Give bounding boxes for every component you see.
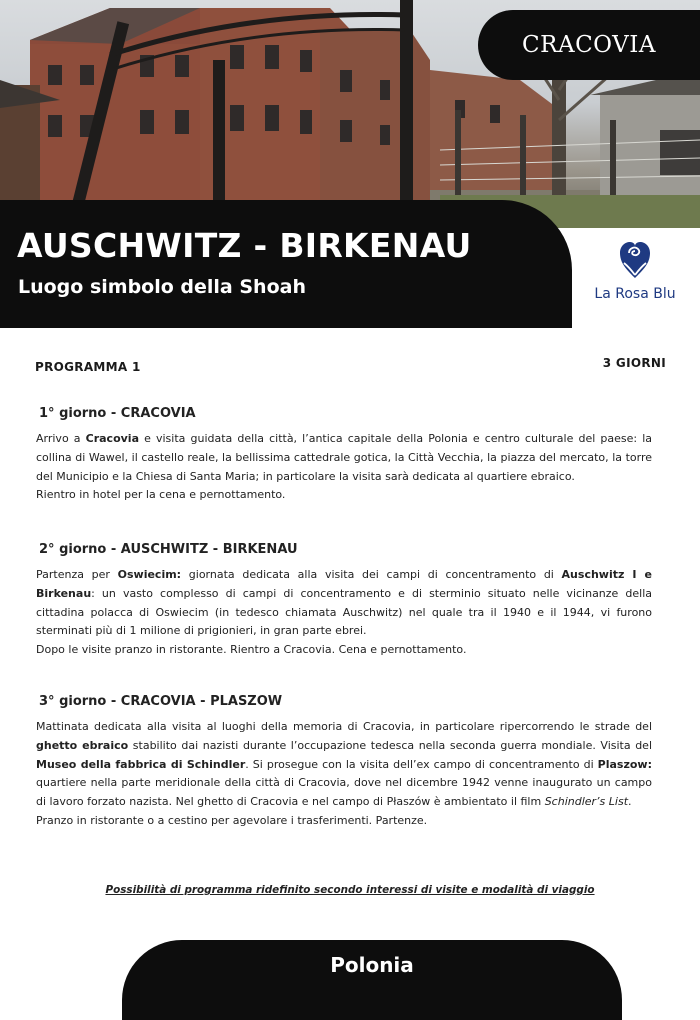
day-title: 3° giorno - CRACOVIA - PLASZOW — [39, 694, 283, 709]
bold-text: Cracovia — [85, 432, 139, 445]
day-description: Mattinata dedicata alla visita al luoghi della memoria di Cracovia, in particolare ripercorrendo le strade del ghetto ebraico stabilito dai nazisti durante l’occupazione tedesca nella seconda guerra mondiale. Visita del Museo della fabbrica di Schindler. Si prosegue con la visita dell’ex campo di concentramento di Plaszow: quartiere nella parte meridionale della città di Cracovia, dove nel dicembre 1942 venne inaugurato un campo di lavoro forzato nazista. Nel ghetto di Cracovia e nel campo di Płaszów è ambientato il film Schindler’s List. — [36, 720, 653, 809]
day-title: 1° giorno - CRACOVIA — [39, 406, 196, 421]
bold-text: Museo della fabbrica di Schindler — [36, 757, 246, 771]
day-description: Dopo le visite pranzo in ristorante. Rientro a Cracovia. Cena e pernottamento. — [36, 643, 467, 657]
bold-text: ghetto ebraico — [36, 738, 129, 752]
italic-text: Schindler’s List — [544, 795, 629, 809]
day-description: Arrivo a Cracovia e visita guidata della città, l’antica capitale della Polonia e centro culturale del paese: la collina di Wawel, il castello reale, la bellissima cattedrale gotica, la Città Vecchia, la piazza del mercato, la torre del Municipio e la Chiesa di Santa Maria; in particolare la visita sarà dedicata al quartiere ebraico. — [36, 432, 652, 483]
program-duration: 3 GIORNI — [602, 356, 666, 370]
bold-text: Oswiecim: — [117, 568, 182, 581]
day-description: Partenza per Oswiecim: giornata dedicata alla visita dei campi di concentramento di Auschwitz I e Birkenau: un vasto complesso di campi di concentramento e di sterminio situato nelle vicinanze della cittadina polacca di Oswiecim (in tedesco chiamata Auschwitz) nel quale tra il 1940 e il 1944, vi furono sterminati più di 1 milione di prigionieri, in gran parte ebrei. — [36, 568, 652, 638]
day-section — [36, 406, 652, 505]
program-note: Possibilità di programma ridefinito secondo interessi di visite e modalità di viaggio — [105, 884, 595, 896]
brand-logo — [585, 240, 685, 302]
day-description: Rientro in hotel per la cena e pernottamento. — [36, 488, 286, 502]
rose-heart-logo-icon — [618, 240, 652, 280]
country-label: Polonia — [330, 953, 414, 977]
page-subtitle: Luogo simbolo della Shoah — [18, 276, 306, 298]
bold-text: Plaszow: — [597, 757, 652, 771]
program-label: PROGRAMMA 1 — [35, 360, 141, 374]
day-title: 2° giorno - AUSCHWITZ - BIRKENAU — [39, 542, 298, 557]
day-description: Pranzo in ristorante o a cestino per agevolare i trasferimenti. Partenze. — [36, 813, 428, 827]
city-tag: CRACOVIA — [478, 10, 700, 80]
brand-name: La Rosa Blu — [594, 286, 676, 302]
bold-text: Auschwitz I e Birkenau — [36, 568, 652, 600]
day-section — [36, 542, 652, 660]
hero-photo — [0, 0, 700, 228]
day-section — [36, 694, 652, 831]
footer-band — [122, 940, 622, 1020]
page-title: AUSCHWITZ - BIRKENAU — [17, 226, 472, 265]
